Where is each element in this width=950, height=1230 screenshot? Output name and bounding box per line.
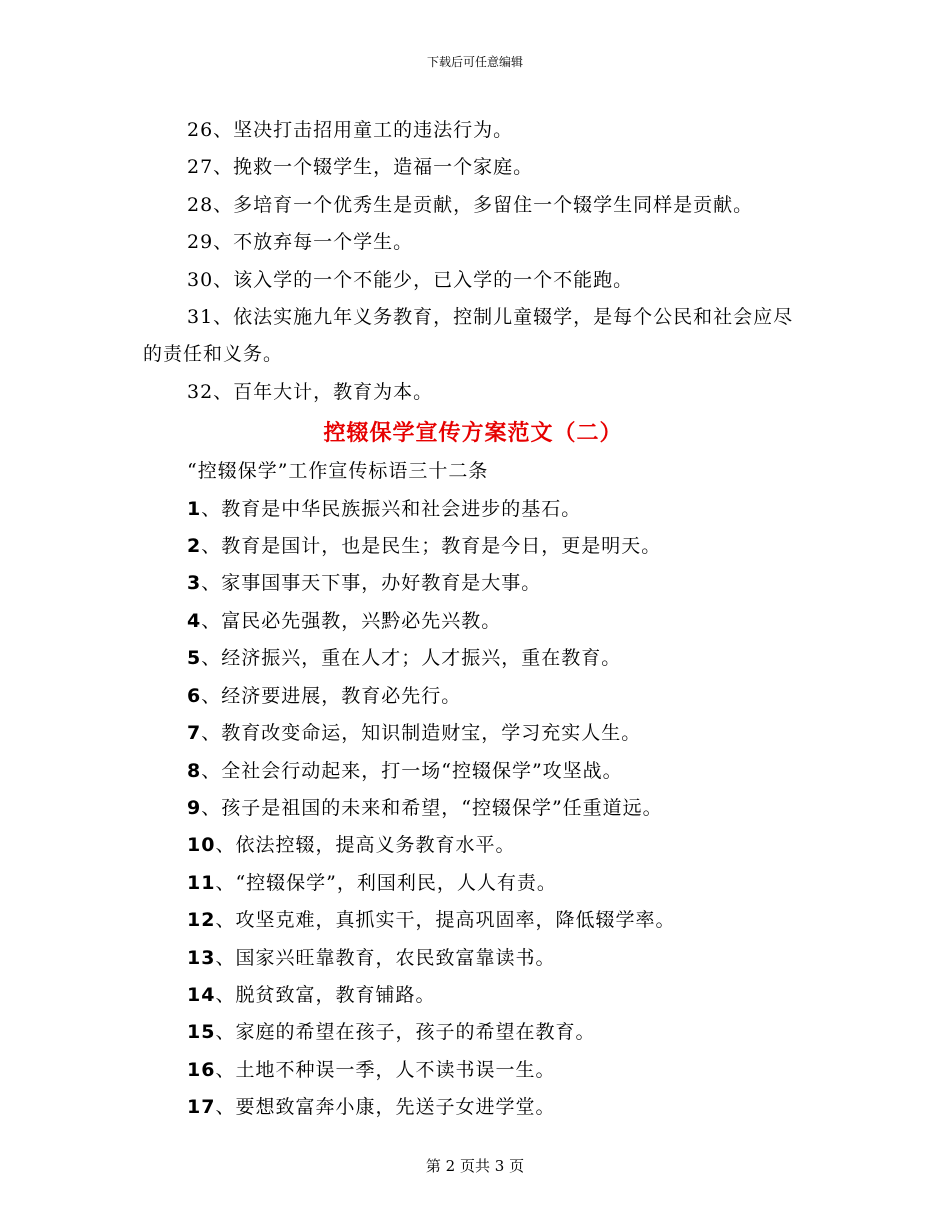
item-number: 14 xyxy=(187,983,216,1006)
list-item xyxy=(143,827,803,864)
list-item xyxy=(143,902,803,939)
item-number: 2 xyxy=(187,535,202,558)
list-item: 32、百年大计，教育为本。 xyxy=(187,380,434,403)
item-number: 11 xyxy=(187,871,216,894)
item-number: 10 xyxy=(187,834,216,857)
list-item: 28、多培育一个优秀生是贡献，多留住一个辍学生同样是贡献。 xyxy=(187,193,754,216)
list-item xyxy=(143,678,803,715)
item-text: 、教育是国计，也是民生；教育是今日，更是明天。 xyxy=(201,535,662,558)
item-text: 、要想致富奔小康，先送子女进学堂。 xyxy=(215,1096,556,1119)
item-text: 、全社会行动起来，打一场“控辍保学”攻坚战。 xyxy=(201,759,623,782)
page-footer: 第 2 页共 3 页 xyxy=(425,1157,525,1175)
item-text: 、富民必先强教，兴黔必先兴教。 xyxy=(201,609,502,632)
item-text: 、“控辍保学”，利国利民，人人有责。 xyxy=(215,871,557,894)
list-item xyxy=(143,1052,803,1089)
item-text: 、孩子是祖国的未来和希望，“控辍保学”任重道远。 xyxy=(201,796,663,819)
list-item xyxy=(143,753,803,790)
list-item xyxy=(143,565,803,602)
item-text: 、依法控辍，提高义务教育水平。 xyxy=(215,834,516,857)
list-item: 26、坚决打击招用童工的违法行为。 xyxy=(187,119,514,141)
item-number: 9 xyxy=(187,796,202,819)
item-text: 、脱贫致富，教育铺路。 xyxy=(215,983,436,1006)
item-text: 、攻坚克难，真抓实干，提高巩固率，降低辍学率。 xyxy=(215,909,676,932)
item-text: 、土地不种误一季，人不读书误一生。 xyxy=(215,1058,556,1081)
item-number: 16 xyxy=(187,1058,216,1081)
section-subtitle: “控辍保学”工作宣传标语三十二条 xyxy=(187,460,489,483)
item-number: 8 xyxy=(187,759,202,782)
item-number: 4 xyxy=(187,609,202,632)
list-item xyxy=(143,865,803,902)
item-number: 1 xyxy=(187,497,202,520)
list-item xyxy=(143,715,803,752)
item-number: 17 xyxy=(187,1096,216,1119)
item-number: 6 xyxy=(187,684,202,707)
item-text: 、教育改变命运，知识制造财宝，学习充实人生。 xyxy=(201,722,642,745)
page-header: 下载后可任意编辑 xyxy=(426,55,523,69)
list-item: 31、依法实施九年义务教育，控制儿童辍学，是每个公民和社会应尽的责任和义务。 xyxy=(143,306,794,366)
item-text: 、国家兴旺靠教育，农民致富靠读书。 xyxy=(215,946,556,969)
item-number: 13 xyxy=(187,946,216,969)
list-item xyxy=(143,790,803,827)
item-number: 12 xyxy=(187,909,216,932)
list-item xyxy=(143,977,803,1014)
document-body xyxy=(143,112,803,1127)
item-text: 、家事国事天下事，办好教育是大事。 xyxy=(201,572,542,595)
list-item xyxy=(143,940,803,977)
list-item xyxy=(143,528,803,565)
item-text: 、经济要进展，教育必先行。 xyxy=(201,684,462,707)
list-item xyxy=(143,640,803,677)
list-item xyxy=(143,1014,803,1051)
item-number: 15 xyxy=(187,1021,216,1044)
item-number: 3 xyxy=(187,572,202,595)
item-text: 、经济振兴，重在人才；人才振兴，重在教育。 xyxy=(201,647,622,670)
list-item: 27、挽救一个辍学生，造福一个家庭。 xyxy=(187,156,534,179)
list-item: 29、不放弃每一个学生。 xyxy=(187,231,414,254)
item-text: 、家庭的希望在孩子，孩子的希望在教育。 xyxy=(215,1021,596,1044)
list-item xyxy=(143,491,803,528)
section-title: 控辍保学宣传方案范文（二） xyxy=(323,420,623,447)
list-item: 30、该入学的一个不能少，已入学的一个不能跑。 xyxy=(187,268,634,291)
item-number: 5 xyxy=(187,647,202,670)
list-item xyxy=(143,1089,803,1126)
list-item xyxy=(143,603,803,640)
item-text: 、教育是中华民族振兴和社会进步的基石。 xyxy=(201,497,582,520)
item-number: 7 xyxy=(187,722,202,745)
